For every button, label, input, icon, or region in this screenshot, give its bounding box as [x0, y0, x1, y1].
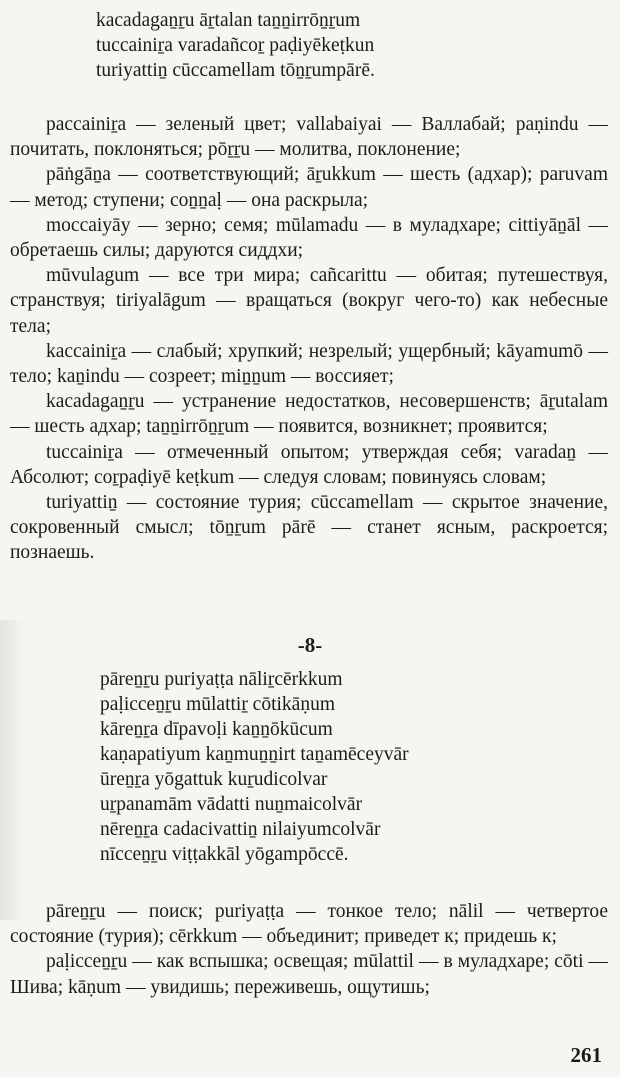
glossary-paragraph: moccaiyāy — зерно; семя; mūlamadu — в муладхаре; cittiyāṉāl — обретаешь силы; даруются сиддхи;	[10, 214, 608, 262]
verse-line: kaṇapatiyum kaṉmuṉṉirt taṉamēceyvār	[100, 744, 409, 765]
glossary-paragraph: turiyattiṉ — состояние турия; cūccamellam — скрытое значение, сокровенный смысл; tōṉṟum pārē — станет ясным, раскроется; познаешь.	[10, 492, 608, 564]
verse-line: nēreṉṟa cadacivattiṉ nilaiyumcolvār	[100, 819, 381, 840]
verse-top	[96, 8, 375, 83]
glossary-top	[10, 112, 608, 566]
verse-line: uṟpanamām vādatti nuṉmaicolvār	[100, 794, 363, 815]
verse-line: paḷicceṉṟu mūlattiṟ cōtikāṇum	[100, 694, 335, 715]
verse-line: kacadagaṉṟu āṟtalan taṉṉirrōṉṟum	[96, 10, 361, 31]
verse-line: turiyattiṉ cūccamellam tōṉṟumpārē.	[96, 60, 375, 81]
verse-line: tuccainiṟa varadañcoṟ paḍiyēkeṭkun	[96, 35, 375, 56]
glossary-paragraph: pāreṉṟu — поиск; puriyaṭṭa — тонкое тело; nālil — четвертое состояние (турия); cērkkum — объединит; приведет к; придешь к;	[10, 901, 608, 948]
glossary-paragraph: paḷicceṉṟu — как вспышка; освещая; mūlattil — в муладхаре; cōti — Шива; kāṇum — увидишь; переживешь, ощутишь;	[10, 951, 608, 998]
glossary-paragraph: mūvulagum — все три мира; cañcarittu — обитая; путешествуя, странствуя; tiriyalāgum — вращаться (вокруг чего-то) как небесные тела;	[10, 265, 608, 337]
verse-line: kāreṉṟa dīpavoḷi kaṉṉōkūcum	[100, 719, 333, 740]
glossary-paragraph: paccainiṟa — зеленый цвет; vallabaiyai — Валлабай; paṇindu — почитать, поклоняться; pōṟṟu — молитва, поклонение;	[10, 114, 608, 161]
scan-shadow	[0, 620, 26, 920]
verse-8	[100, 667, 409, 867]
glossary-paragraph: kaccainiṟa — слабый; хрупкий; незрелый; ущербный; kāyamumō — тело; kaṉindu — созреет; miṉṉum — воссияет;	[10, 340, 608, 388]
verse-line: nīcceṉṟu viṭṭakkāl yōgampōccē.	[100, 844, 349, 865]
verse-line: ūreṉṟa yōgattuk kuṟudicolvar	[100, 769, 328, 790]
glossary-paragraph: pāṅgāṉa — соответствующий; āṟukkum — шесть (адхар); paruvam — метод; ступени; coṉṉaḷ — она раскрыла;	[10, 164, 608, 211]
glossary-paragraph: tuccainiṟa — отмеченный опытом; утверждая себя; varadaṉ — Абсолют; coṟpaḍiyē keṭkum — следуя словам; повинуясь словам;	[10, 441, 608, 488]
section-number: -8-	[297, 633, 323, 657]
glossary-8	[10, 899, 608, 1000]
verse-line: pāreṉṟu puriyaṭṭa nāliṟcērkkum	[100, 669, 343, 690]
glossary-paragraph: kacadagaṉṟu — устранение недостатков, несовершенств; āṟutalam — шесть адхар; taṉṉirrōṉṟum — появится, возникнет; проявится;	[10, 391, 608, 438]
page-number: 261	[570, 1043, 602, 1067]
